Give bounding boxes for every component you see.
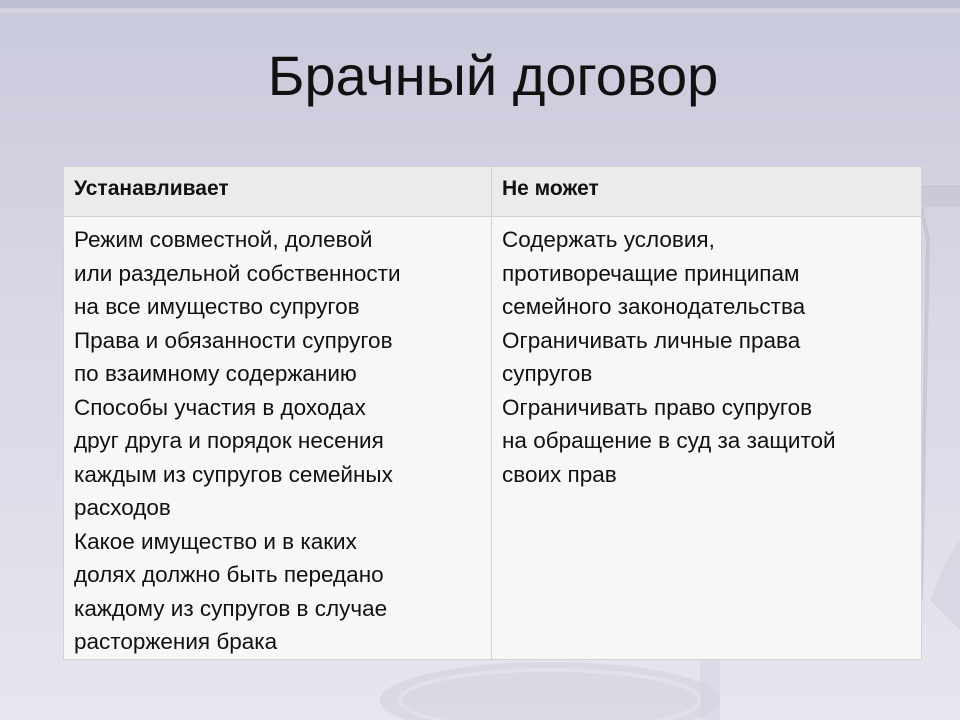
cannot-line: противоречащие принципам <box>502 260 800 286</box>
establishes-line: Какое имущество и в каких <box>74 528 357 554</box>
slide-title: Брачный договор <box>267 44 719 107</box>
cannot-line: Ограничивать личные права <box>502 327 801 353</box>
cannot-cell <box>492 217 922 660</box>
establishes-line: каждым из супругов семейных <box>74 461 393 487</box>
establishes-cell <box>64 217 492 660</box>
establishes-line: долях должно быть передано <box>74 562 384 587</box>
header-establishes: Устанавливает <box>64 167 492 217</box>
establishes-line: по взаимному содержанию <box>74 361 357 386</box>
establishes-line: каждому из супругов в случае <box>74 595 388 621</box>
cannot-line: на обращение в суд за защитой <box>502 428 836 453</box>
establishes-line: Режим совместной, долевой <box>74 227 373 252</box>
table-header-row <box>64 167 922 217</box>
cannot-line: Ограничивать право супругов <box>502 394 813 420</box>
establishes-line: на все имущество супругов <box>74 294 360 319</box>
header-cannot: Не может <box>492 167 922 217</box>
cannot-line: супругов <box>502 361 593 386</box>
establishes-line: или раздельной собственности <box>74 260 401 286</box>
cannot-line: Содержать условия, <box>502 227 715 252</box>
cannot-line: своих прав <box>502 461 617 487</box>
establishes-line: расторжения брака <box>74 629 278 654</box>
establishes-line: Права и обязанности супругов <box>74 327 393 353</box>
establishes-line: Способы участия в доходах <box>74 394 366 420</box>
marriage-contract-table <box>63 166 921 655</box>
establishes-line: друг друга и порядок несения <box>74 428 384 453</box>
establishes-line: расходов <box>74 495 171 520</box>
cannot-line: семейного законодательства <box>502 294 806 319</box>
table-body-row <box>64 217 922 660</box>
